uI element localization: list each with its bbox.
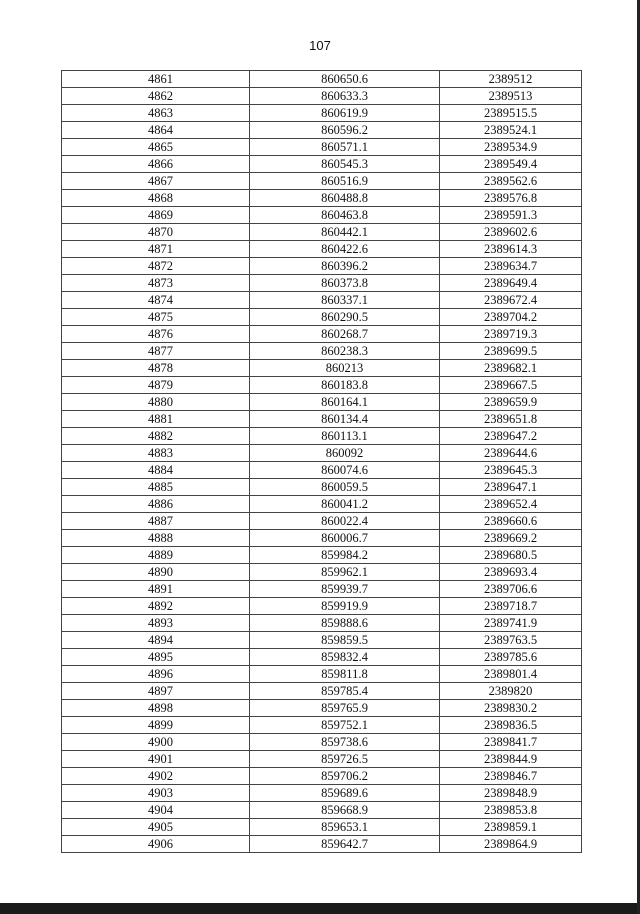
- y-coordinate-cell: 2389680.5: [440, 547, 582, 564]
- table-row: [62, 666, 582, 683]
- y-coordinate-cell: 2389699.5: [440, 343, 582, 360]
- y-coordinate-cell: 2389645.3: [440, 462, 582, 479]
- y-coordinate-cell: 2389634.7: [440, 258, 582, 275]
- x-coordinate-cell: 859984.2: [250, 547, 440, 564]
- table-row: [62, 71, 582, 88]
- x-coordinate-cell: 860006.7: [250, 530, 440, 547]
- y-coordinate-cell: 2389534.9: [440, 139, 582, 156]
- y-coordinate-cell: 2389841.7: [440, 734, 582, 751]
- y-coordinate-cell: 2389859.1: [440, 819, 582, 836]
- table-row: [62, 190, 582, 207]
- y-coordinate-cell: 2389524.1: [440, 122, 582, 139]
- table-row: [62, 768, 582, 785]
- x-coordinate-cell: 859653.1: [250, 819, 440, 836]
- x-coordinate-cell: 859642.7: [250, 836, 440, 853]
- point-id-cell: 4888: [62, 530, 250, 547]
- x-coordinate-cell: 860059.5: [250, 479, 440, 496]
- x-coordinate-cell: 860113.1: [250, 428, 440, 445]
- x-coordinate-cell: 860619.9: [250, 105, 440, 122]
- x-coordinate-cell: 860092: [250, 445, 440, 462]
- y-coordinate-cell: 2389647.1: [440, 479, 582, 496]
- table-row: [62, 207, 582, 224]
- y-coordinate-cell: 2389846.7: [440, 768, 582, 785]
- table-row: [62, 836, 582, 853]
- y-coordinate-cell: 2389718.7: [440, 598, 582, 615]
- x-coordinate-cell: 860238.3: [250, 343, 440, 360]
- x-coordinate-cell: 860268.7: [250, 326, 440, 343]
- y-coordinate-cell: 2389672.4: [440, 292, 582, 309]
- point-id-cell: 4877: [62, 343, 250, 360]
- point-id-cell: 4861: [62, 71, 250, 88]
- table-row: [62, 496, 582, 513]
- y-coordinate-cell: 2389864.9: [440, 836, 582, 853]
- point-id-cell: 4878: [62, 360, 250, 377]
- table-row: [62, 309, 582, 326]
- page-number: 107: [309, 38, 331, 53]
- point-id-cell: 4905: [62, 819, 250, 836]
- table-row: [62, 717, 582, 734]
- y-coordinate-cell: 2389602.6: [440, 224, 582, 241]
- point-id-cell: 4876: [62, 326, 250, 343]
- table-row: [62, 275, 582, 292]
- table-row: [62, 700, 582, 717]
- point-id-cell: 4880: [62, 394, 250, 411]
- coordinates-table-body: [62, 71, 582, 853]
- x-coordinate-cell: 860290.5: [250, 309, 440, 326]
- y-coordinate-cell: 2389801.4: [440, 666, 582, 683]
- point-id-cell: 4896: [62, 666, 250, 683]
- point-id-cell: 4895: [62, 649, 250, 666]
- table-row: [62, 649, 582, 666]
- y-coordinate-cell: 2389513: [440, 88, 582, 105]
- point-id-cell: 4873: [62, 275, 250, 292]
- table-row: [62, 751, 582, 768]
- x-coordinate-cell: 860164.1: [250, 394, 440, 411]
- y-coordinate-cell: 2389820: [440, 683, 582, 700]
- y-coordinate-cell: 2389693.4: [440, 564, 582, 581]
- table-row: [62, 156, 582, 173]
- table-row: [62, 445, 582, 462]
- y-coordinate-cell: 2389853.8: [440, 802, 582, 819]
- y-coordinate-cell: 2389512: [440, 71, 582, 88]
- y-coordinate-cell: 2389652.4: [440, 496, 582, 513]
- x-coordinate-cell: 859859.5: [250, 632, 440, 649]
- point-id-cell: 4891: [62, 581, 250, 598]
- table-row: [62, 547, 582, 564]
- x-coordinate-cell: 860516.9: [250, 173, 440, 190]
- y-coordinate-cell: 2389844.9: [440, 751, 582, 768]
- point-id-cell: 4875: [62, 309, 250, 326]
- table-row: [62, 802, 582, 819]
- x-coordinate-cell: 860545.3: [250, 156, 440, 173]
- point-id-cell: 4898: [62, 700, 250, 717]
- x-coordinate-cell: 860442.1: [250, 224, 440, 241]
- y-coordinate-cell: 2389836.5: [440, 717, 582, 734]
- table-row: [62, 530, 582, 547]
- table-row: [62, 598, 582, 615]
- table-row: [62, 258, 582, 275]
- point-id-cell: 4884: [62, 462, 250, 479]
- x-coordinate-cell: 859962.1: [250, 564, 440, 581]
- y-coordinate-cell: 2389651.8: [440, 411, 582, 428]
- point-id-cell: 4870: [62, 224, 250, 241]
- x-coordinate-cell: 859738.6: [250, 734, 440, 751]
- y-coordinate-cell: 2389706.6: [440, 581, 582, 598]
- table-row: [62, 360, 582, 377]
- y-coordinate-cell: 2389719.3: [440, 326, 582, 343]
- y-coordinate-cell: 2389830.2: [440, 700, 582, 717]
- table-row: [62, 819, 582, 836]
- x-coordinate-cell: 860373.8: [250, 275, 440, 292]
- y-coordinate-cell: 2389614.3: [440, 241, 582, 258]
- x-coordinate-cell: 859919.9: [250, 598, 440, 615]
- y-coordinate-cell: 2389763.5: [440, 632, 582, 649]
- x-coordinate-cell: 860396.2: [250, 258, 440, 275]
- point-id-cell: 4882: [62, 428, 250, 445]
- x-coordinate-cell: 860650.6: [250, 71, 440, 88]
- x-coordinate-cell: 859785.4: [250, 683, 440, 700]
- table-row: [62, 411, 582, 428]
- y-coordinate-cell: 2389649.4: [440, 275, 582, 292]
- point-id-cell: 4883: [62, 445, 250, 462]
- scan-bottom-edge: [0, 903, 640, 914]
- table-row: [62, 343, 582, 360]
- point-id-cell: 4865: [62, 139, 250, 156]
- point-id-cell: 4889: [62, 547, 250, 564]
- point-id-cell: 4890: [62, 564, 250, 581]
- y-coordinate-cell: 2389644.6: [440, 445, 582, 462]
- table-row: [62, 139, 582, 156]
- x-coordinate-cell: 860488.8: [250, 190, 440, 207]
- point-id-cell: 4899: [62, 717, 250, 734]
- y-coordinate-cell: 2389576.8: [440, 190, 582, 207]
- point-id-cell: 4885: [62, 479, 250, 496]
- y-coordinate-cell: 2389682.1: [440, 360, 582, 377]
- x-coordinate-cell: 860463.8: [250, 207, 440, 224]
- x-coordinate-cell: 859726.5: [250, 751, 440, 768]
- point-id-cell: 4892: [62, 598, 250, 615]
- table-row: [62, 394, 582, 411]
- table-row: [62, 326, 582, 343]
- table-row: [62, 683, 582, 700]
- point-id-cell: 4869: [62, 207, 250, 224]
- x-coordinate-cell: 859939.7: [250, 581, 440, 598]
- point-id-cell: 4867: [62, 173, 250, 190]
- point-id-cell: 4906: [62, 836, 250, 853]
- x-coordinate-cell: 859888.6: [250, 615, 440, 632]
- x-coordinate-cell: 859689.6: [250, 785, 440, 802]
- y-coordinate-cell: 2389848.9: [440, 785, 582, 802]
- y-coordinate-cell: 2389667.5: [440, 377, 582, 394]
- y-coordinate-cell: 2389591.3: [440, 207, 582, 224]
- table-row: [62, 428, 582, 445]
- point-id-cell: 4886: [62, 496, 250, 513]
- table-row: [62, 377, 582, 394]
- table-row: [62, 88, 582, 105]
- point-id-cell: 4863: [62, 105, 250, 122]
- point-id-cell: 4902: [62, 768, 250, 785]
- table-row: [62, 292, 582, 309]
- x-coordinate-cell: 860213: [250, 360, 440, 377]
- point-id-cell: 4894: [62, 632, 250, 649]
- y-coordinate-cell: 2389704.2: [440, 309, 582, 326]
- x-coordinate-cell: 859752.1: [250, 717, 440, 734]
- table-row: [62, 785, 582, 802]
- y-coordinate-cell: 2389741.9: [440, 615, 582, 632]
- x-coordinate-cell: 859706.2: [250, 768, 440, 785]
- point-id-cell: 4900: [62, 734, 250, 751]
- table-row: [62, 479, 582, 496]
- x-coordinate-cell: 860571.1: [250, 139, 440, 156]
- point-id-cell: 4893: [62, 615, 250, 632]
- point-id-cell: 4862: [62, 88, 250, 105]
- y-coordinate-cell: 2389669.2: [440, 530, 582, 547]
- point-id-cell: 4904: [62, 802, 250, 819]
- table-row: [62, 734, 582, 751]
- x-coordinate-cell: 860022.4: [250, 513, 440, 530]
- point-id-cell: 4874: [62, 292, 250, 309]
- x-coordinate-cell: 859668.9: [250, 802, 440, 819]
- table-row: [62, 173, 582, 190]
- y-coordinate-cell: 2389785.6: [440, 649, 582, 666]
- table-row: [62, 105, 582, 122]
- point-id-cell: 4864: [62, 122, 250, 139]
- x-coordinate-cell: 859765.9: [250, 700, 440, 717]
- point-id-cell: 4879: [62, 377, 250, 394]
- point-id-cell: 4897: [62, 683, 250, 700]
- x-coordinate-cell: 860596.2: [250, 122, 440, 139]
- y-coordinate-cell: 2389659.9: [440, 394, 582, 411]
- point-id-cell: 4871: [62, 241, 250, 258]
- y-coordinate-cell: 2389515.5: [440, 105, 582, 122]
- point-id-cell: 4901: [62, 751, 250, 768]
- table-row: [62, 462, 582, 479]
- table-row: [62, 564, 582, 581]
- y-coordinate-cell: 2389549.4: [440, 156, 582, 173]
- point-id-cell: 4872: [62, 258, 250, 275]
- x-coordinate-cell: 860422.6: [250, 241, 440, 258]
- y-coordinate-cell: 2389660.6: [440, 513, 582, 530]
- table-row: [62, 632, 582, 649]
- x-coordinate-cell: 859832.4: [250, 649, 440, 666]
- table-row: [62, 122, 582, 139]
- table-row: [62, 224, 582, 241]
- x-coordinate-cell: 859811.8: [250, 666, 440, 683]
- x-coordinate-cell: 860041.2: [250, 496, 440, 513]
- coordinates-table: [61, 70, 582, 853]
- x-coordinate-cell: 860337.1: [250, 292, 440, 309]
- point-id-cell: 4881: [62, 411, 250, 428]
- point-id-cell: 4903: [62, 785, 250, 802]
- x-coordinate-cell: 860074.6: [250, 462, 440, 479]
- table-row: [62, 615, 582, 632]
- x-coordinate-cell: 860183.8: [250, 377, 440, 394]
- table-row: [62, 581, 582, 598]
- x-coordinate-cell: 860633.3: [250, 88, 440, 105]
- table-row: [62, 513, 582, 530]
- point-id-cell: 4866: [62, 156, 250, 173]
- x-coordinate-cell: 860134.4: [250, 411, 440, 428]
- y-coordinate-cell: 2389562.6: [440, 173, 582, 190]
- table-row: [62, 241, 582, 258]
- y-coordinate-cell: 2389647.2: [440, 428, 582, 445]
- point-id-cell: 4887: [62, 513, 250, 530]
- point-id-cell: 4868: [62, 190, 250, 207]
